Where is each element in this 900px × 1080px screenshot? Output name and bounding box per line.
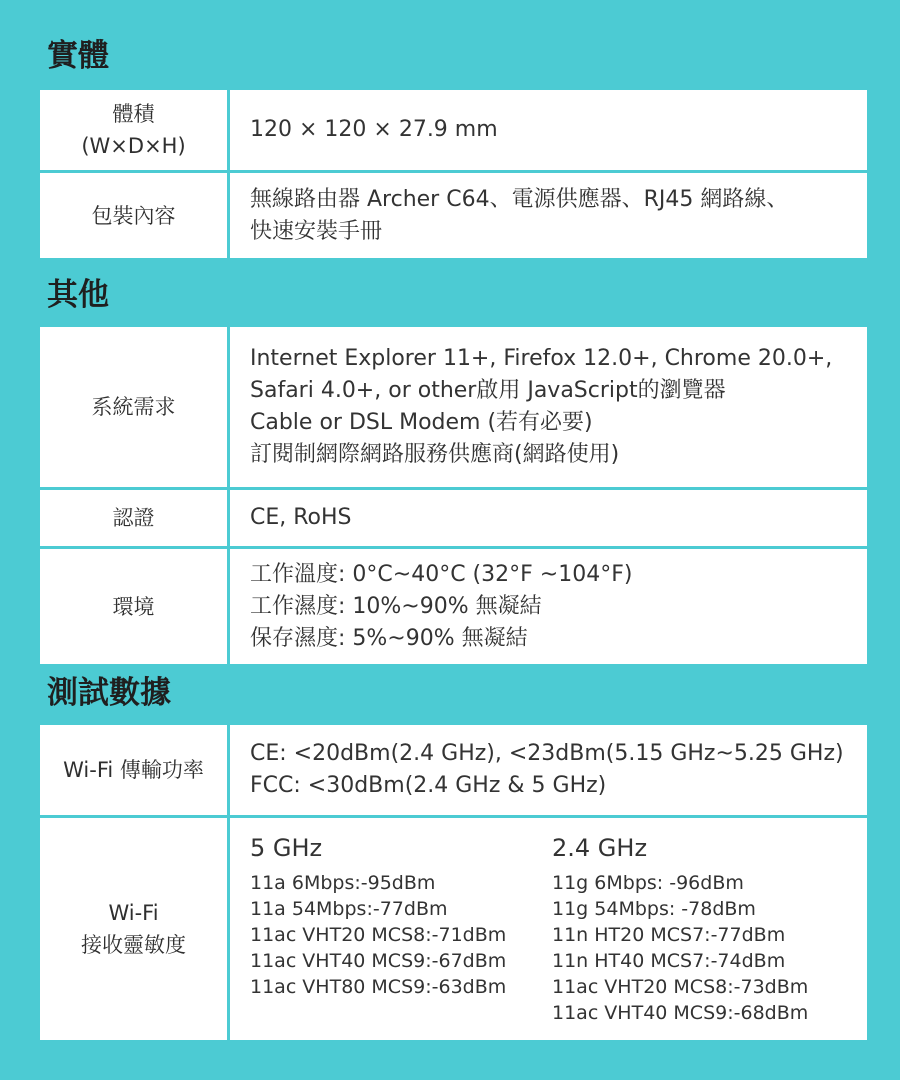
sensitivity-line: 11ac VHT40 MCS9:-68dBm	[552, 1002, 809, 1024]
row-label	[40, 549, 227, 664]
label-text: 系統需求	[91, 395, 176, 419]
row-label	[40, 818, 227, 1040]
sensitivity-line: 11a 6Mbps:-95dBm	[250, 872, 436, 894]
spec-row-dimensions	[40, 90, 867, 170]
label-text: Wi-Fi	[108, 901, 159, 925]
spec-row-system-requirements	[40, 327, 867, 487]
label-text: 認證	[112, 506, 155, 530]
sensitivity-line: 11n HT20 MCS7:-77dBm	[552, 924, 786, 946]
value-line: Safari 4.0+, or other啟用 JavaScript的瀏覽器	[250, 378, 726, 403]
row-value	[230, 725, 867, 815]
value-line: 120 × 120 × 27.9 mm	[250, 117, 498, 142]
section-title-test-data: 測試數據	[47, 675, 171, 711]
sensitivity-line: 11n HT40 MCS7:-74dBm	[552, 950, 786, 972]
section-title-other: 其他	[47, 277, 109, 313]
spec-row-package-contents	[40, 173, 867, 258]
spec-table-other	[40, 327, 867, 664]
spec-table-physical	[40, 90, 867, 258]
sensitivity-line: 11ac VHT40 MCS9:-67dBm	[250, 950, 507, 972]
spec-row-certification	[40, 490, 867, 546]
value-line: 工作濕度: 10%~90% 無凝結	[250, 593, 542, 619]
value-line: Cable or DSL Modem (若有必要)	[250, 410, 593, 435]
label-text: 環境	[112, 594, 155, 619]
value-line: FCC: <30dBm(2.4 GHz & 5 GHz)	[250, 773, 607, 798]
value-line: CE, RoHS	[250, 505, 352, 530]
sensitivity-line: 11ac VHT20 MCS8:-71dBm	[250, 924, 507, 946]
row-label	[40, 173, 227, 258]
value-line: 訂閱制網際網路服務供應商(網路使用)	[250, 442, 620, 467]
row-value	[230, 90, 867, 170]
row-value	[230, 173, 867, 258]
row-value	[230, 490, 867, 546]
value-line: CE: <20dBm(2.4 GHz), <23dBm(5.15 GHz~5.25 GHz)	[250, 741, 844, 766]
sensitivity-line: 11a 54Mbps:-77dBm	[250, 898, 448, 920]
sensitivity-line: 11ac VHT80 MCS9:-63dBm	[250, 976, 507, 998]
row-value	[230, 549, 867, 664]
sensitivity-column-24ghz	[552, 832, 808, 1040]
label-text: 包裝內容	[91, 203, 176, 228]
spec-row-wifi-tx-power	[40, 725, 867, 815]
value-line: 保存濕度: 5%~90% 無凝結	[250, 625, 528, 651]
value-line: 快速安裝手冊	[250, 218, 383, 244]
label-text: 體積	[112, 102, 155, 126]
sensitivity-line: 11g 6Mbps: -96dBm	[552, 872, 744, 894]
spec-row-environment	[40, 549, 867, 664]
row-value	[230, 327, 867, 487]
label-text: 接收靈敏度	[81, 933, 186, 957]
sensitivity-column-5ghz	[250, 832, 552, 1040]
value-line: 工作溫度: 0°C~40°C (32°F ~104°F)	[250, 561, 633, 587]
row-label	[40, 90, 227, 170]
sensitivity-line: 11g 54Mbps: -78dBm	[552, 898, 756, 920]
band-title: 2.4 GHz	[552, 834, 648, 862]
value-line: 無線路由器 Archer C64、電源供應器、RJ45 網路線、	[250, 186, 789, 212]
label-text: (W×D×H)	[81, 134, 186, 158]
row-value	[230, 818, 867, 1040]
row-label	[40, 327, 227, 487]
spec-table-test-data	[40, 725, 867, 1040]
label-text: Wi-Fi 傳輸功率	[63, 758, 204, 782]
row-label	[40, 490, 227, 546]
sensitivity-line: 11ac VHT20 MCS8:-73dBm	[552, 976, 809, 998]
section-title-physical: 實體	[47, 38, 109, 74]
spec-row-wifi-rx-sensitivity	[40, 818, 867, 1040]
row-label	[40, 725, 227, 815]
value-line: Internet Explorer 11+, Firefox 12.0+, Chrome 20.0+,	[250, 346, 833, 371]
band-title: 5 GHz	[250, 834, 323, 862]
